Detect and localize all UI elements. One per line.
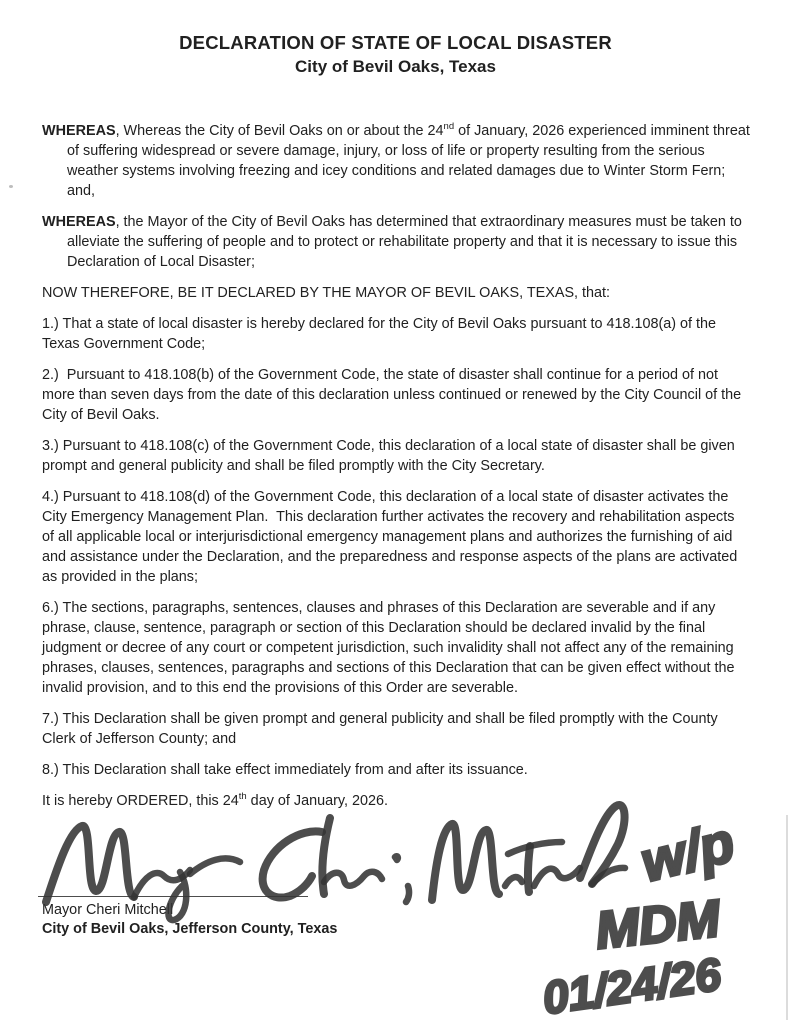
ordered-text-a: It is hereby ORDERED, this 24 bbox=[42, 793, 239, 809]
declaration-item-3: 3.) Pursuant to 418.108(c) of the Government Code, this declaration of a local state of disaster shall be given prompt and general publicity and shall be filed promptly with the City Secretary. bbox=[42, 438, 739, 474]
scan-speck bbox=[9, 185, 13, 188]
signer-printed-name: Mayor Cheri Mitchell bbox=[42, 902, 174, 918]
now-therefore-line: NOW THEREFORE, BE IT DECLARED BY THE MAYOR OF BEVIL OAKS, TEXAS, that: bbox=[42, 285, 611, 301]
document-header bbox=[0, 0, 791, 77]
whereas-clause-2 bbox=[42, 212, 750, 272]
whereas-2-text: , the Mayor of the City of Bevil Oaks has determined that extraordinary measures must be taken to alleviate the suffering of people and to protect or rehabilitate property and that it is necessary to issue this Declaration of Local Disaster; bbox=[67, 214, 746, 270]
ordered-line bbox=[42, 791, 750, 811]
ordered-ordinal: th bbox=[238, 791, 247, 803]
declaration-item-6: 6.) The sections, paragraphs, sentences, clauses and phrases of this Declaration are severable and if any phrase, clause, sentence, paragraph or section of this Declaration should be declared invalid by the final judgment or decree of any court or competent jurisdiction, such invalidity shall not affect any of the remaining phrases, clauses, sentences, paragraphs and sections of this Declaration that can be given effect without the invalid provision, and to this end the provisions of this Order are severable. bbox=[42, 600, 739, 696]
signature-block bbox=[42, 901, 337, 938]
document-body bbox=[0, 121, 791, 811]
ordered-text-b: day of January, 2026. bbox=[246, 793, 389, 809]
document-title: DECLARATION OF STATE OF LOCAL DISASTER bbox=[179, 32, 612, 53]
document-subtitle: City of Bevil Oaks, Texas bbox=[295, 57, 496, 76]
whereas-clause-1 bbox=[42, 121, 754, 201]
signature-line bbox=[38, 896, 308, 897]
whereas-1-ordinal: nd bbox=[443, 121, 455, 133]
declaration-item-8: 8.) This Declaration shall take effect immediately from and after its issuance. bbox=[42, 762, 528, 778]
declaration-item-1: 1.) That a state of local disaster is hereby declared for the City of Bevil Oaks pursuant to 418.108(a) of the Texas Government Code; bbox=[42, 316, 720, 352]
declaration-item-4: 4.) Pursuant to 418.108(d) of the Government Code, this declaration of a local state of disaster activates the City Emergency Management Plan. This declaration further activates the recovery and rehabilitation aspects of all applicable local or interjurisdictional emergency management plans and authorizes the furnishing of aid and assistance under the Declaration, and the preparedness and response aspects of the plans are activated as provided in the plans; bbox=[42, 489, 742, 585]
annotation-wp: w/p bbox=[634, 809, 741, 894]
whereas-1-text-a: , Whereas the City of Bevil Oaks on or about the 24 bbox=[115, 123, 444, 139]
whereas-2-lead: WHEREAS bbox=[42, 214, 116, 230]
declaration-item-2: 2.) Pursuant to 418.108(b) of the Government Code, the state of disaster shall continue for a period of not more than seven days from the date of this declaration unless continued or renewed by the City Council of the City of Bevil Oaks. bbox=[42, 367, 746, 423]
whereas-1-lead: WHEREAS bbox=[42, 123, 116, 139]
annotation-date: 01/24/26 bbox=[539, 947, 724, 1024]
declaration-item-7: 7.) This Declaration shall be given prompt and general publicity and shall be filed promptly with the County Clerk of Jefferson County; and bbox=[42, 711, 722, 747]
signer-printed-org: City of Bevil Oaks, Jefferson County, Texas bbox=[42, 921, 338, 937]
scan-edge-artifact bbox=[786, 815, 788, 1020]
annotation-initials: MDM bbox=[592, 889, 723, 961]
whereas-1-text-b: of January, 2026 experienced imminent threat of suffering widespread or severe damage, injury, or loss of life or property resulting from the serious weather systems involving freezing and icey conditions and related damages due to Winter Storm Fern; and, bbox=[67, 123, 754, 199]
